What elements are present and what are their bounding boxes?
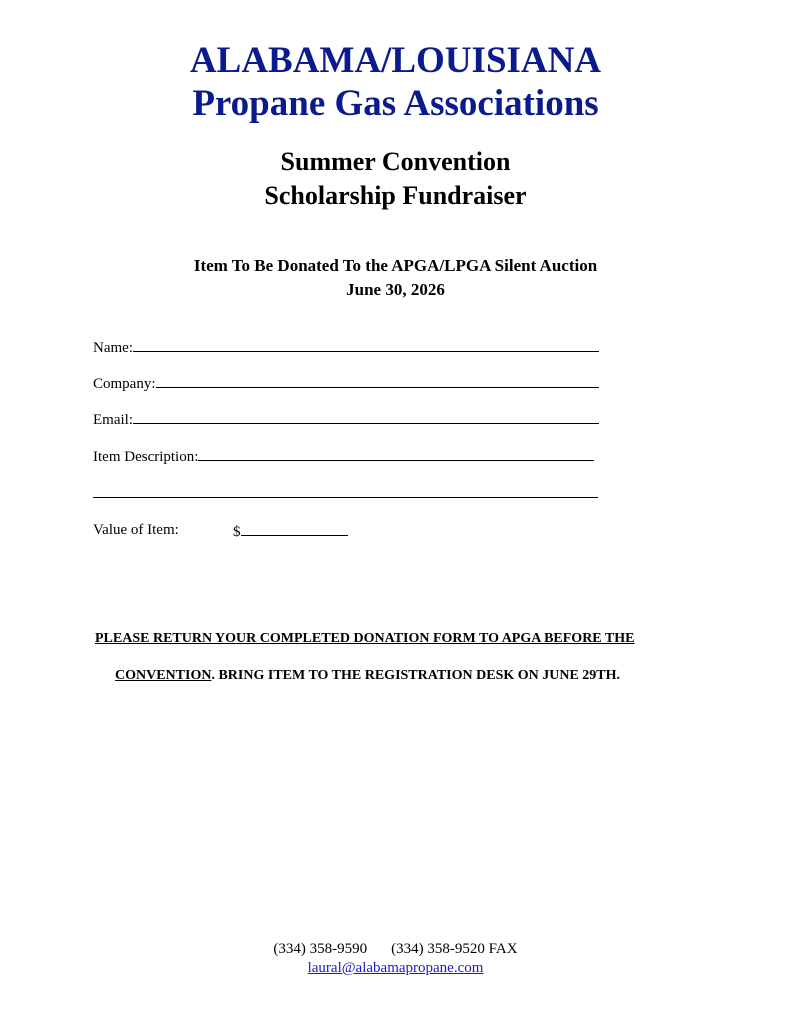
item-description-label: Item Description:	[93, 449, 199, 465]
organization-name-line1: ALABAMA/LOUISIANA	[189, 40, 602, 81]
name-input-line[interactable]	[133, 337, 599, 352]
value-amount-field[interactable]	[233, 521, 348, 541]
value-input-line[interactable]	[241, 521, 348, 536]
convention-underlined: CONVENTION	[115, 668, 212, 683]
name-label: Name:	[93, 340, 133, 356]
name-field[interactable]	[93, 337, 599, 357]
fax-number: (334) 358-9520 FAX	[391, 941, 518, 957]
item-description-input-line[interactable]	[198, 446, 594, 461]
email-input-line[interactable]	[133, 409, 599, 424]
auction-date: June 30, 2026	[346, 280, 445, 299]
email-field[interactable]	[93, 409, 599, 429]
notice-line2-rest: . BRING ITEM TO THE REGISTRATION DESK ON JUNE 29TH.	[211, 668, 621, 683]
company-label: Company:	[93, 376, 156, 392]
return-notice-line1: PLEASE RETURN YOUR COMPLETED DONATION FORM TO APGA BEFORE THE	[95, 631, 635, 646]
value-label: Value of Item:	[93, 522, 179, 538]
auction-title: Item To Be Donated To the APGA/LPGA Silent Auction	[193, 256, 598, 275]
value-field[interactable]	[93, 521, 179, 539]
company-input-line[interactable]	[156, 373, 599, 388]
contact-email-link[interactable]: laural@alabamapropane.com	[307, 960, 484, 976]
item-description-field[interactable]	[93, 446, 594, 466]
currency-symbol: $	[233, 524, 241, 540]
company-field[interactable]	[93, 373, 599, 393]
email-label: Email:	[93, 412, 133, 428]
organization-name-line2: Propane Gas Associations	[192, 83, 599, 124]
contact-email-row	[0, 959, 791, 978]
item-description-second-line[interactable]	[93, 497, 598, 498]
return-notice-line2	[115, 667, 620, 685]
contact-phones	[0, 940, 791, 959]
event-title-line1: Summer Convention	[280, 147, 511, 176]
phone-number: (334) 358-9590	[273, 941, 368, 957]
event-title-line2: Scholarship Fundraiser	[264, 181, 527, 210]
